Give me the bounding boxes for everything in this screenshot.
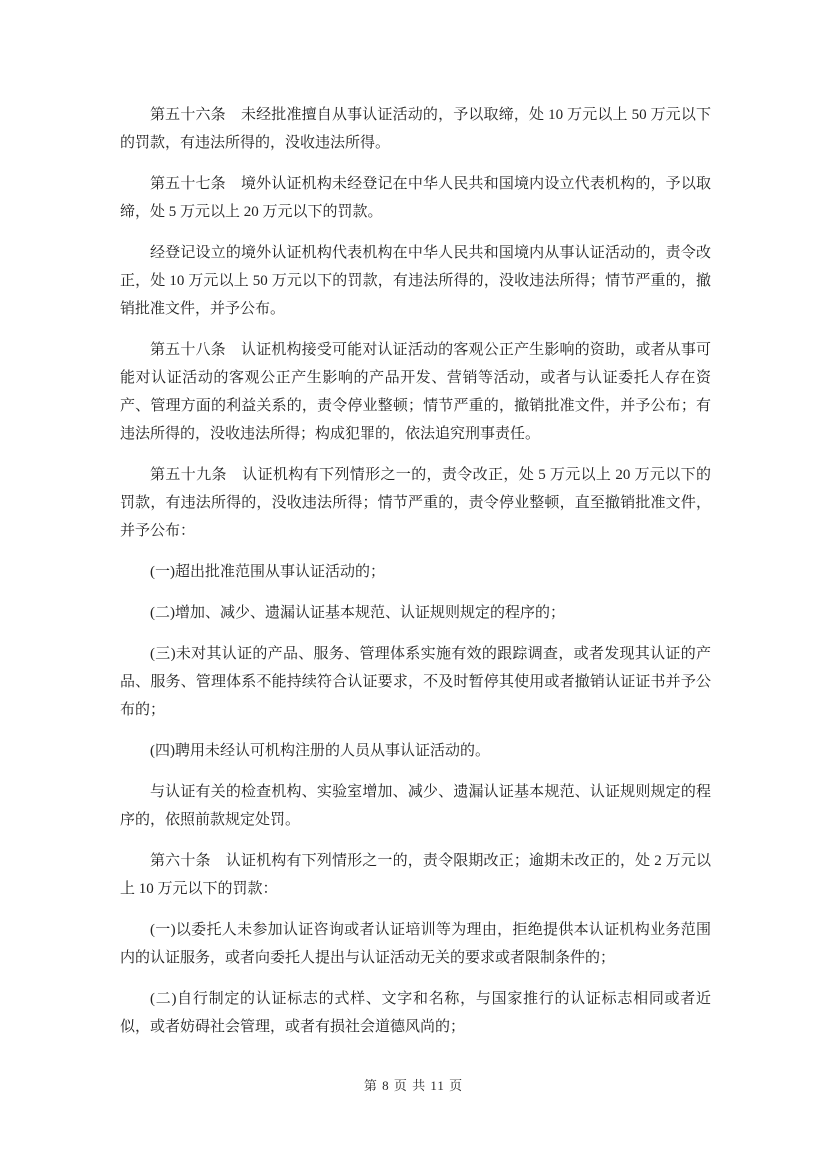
paragraph: (二)自行制定的认证标志的式样、文字和名称，与国家推行的认证标志相同或者近似，或者妨碍社会管理，或者有损社会道德风尚的； — [120, 991, 711, 1035]
document-body — [120, 101, 711, 1054]
paragraph: 第五十九条 认证机构有下列情形之一的，责令改正，处 5 万元以上 20 万元以下的罚款，有违法所得的，没收违法所得；情节严重的，责令停业整顿，直至撤销批准文件，并予公布： — [120, 467, 711, 539]
page-footer — [0, 1077, 827, 1095]
paragraph: 第五十六条 未经批准擅自从事认证活动的，予以取缔，处 10 万元以上 50 万元以下的罚款，有违法所得的，没收违法所得。 — [120, 107, 711, 151]
paragraph: 第五十七条 境外认证机构未经登记在中华人民共和国境内设立代表机构的，予以取缔，处 5 万元以上 20 万元以下的罚款。 — [120, 176, 711, 220]
paragraph: 第六十条 认证机构有下列情形之一的，责令限期改正；逾期未改正的，处 2 万元以上 10 万元以下的罚款： — [120, 853, 711, 897]
paragraph: 与认证有关的检查机构、实验室增加、减少、遗漏认证基本规范、认证规则规定的程序的，依照前款规定处罚。 — [120, 784, 711, 828]
paragraph: (一)超出批准范围从事认证活动的； — [150, 564, 385, 580]
page-number-text: 第 8 页 共 11 页 — [363, 1078, 464, 1093]
paragraph: (一)以委托人未参加认证咨询或者认证培训等为理由，拒绝提供本认证机构业务范围内的认证服务，或者向委托人提出与认证活动无关的要求或者限制条件的； — [120, 922, 711, 966]
paragraph: (四)聘用未经认可机构注册的人员从事认证活动的。 — [150, 743, 490, 759]
paragraph: 经登记设立的境外认证机构代表机构在中华人民共和国境内从事认证活动的，责令改正，处 10 万元以上 50 万元以下的罚款，有违法所得的，没收违法所得；情节严重的，撤销批准文件，并予公布。 — [120, 245, 711, 317]
paragraph: (二)增加、减少、遗漏认证基本规范、认证规则规定的程序的； — [150, 605, 565, 621]
paragraph: 第五十八条 认证机构接受可能对认证活动的客观公正产生影响的资助，或者从事可能对认证活动的客观公正产生影响的产品开发、营销等活动，或者与认证委托人存在资产、管理方面的利益关系的，责令停业整顿；情节严重的，撤销批准文件，并予公布；有违法所得的，没收违法所得；构成犯罪的，依法追究刑事责任。 — [120, 342, 711, 442]
paragraph: (三)未对其认证的产品、服务、管理体系实施有效的跟踪调查，或者发现其认证的产品、服务、管理体系不能持续符合认证要求，不及时暂停其使用或者撤销认证证书并予公布的； — [120, 646, 711, 718]
